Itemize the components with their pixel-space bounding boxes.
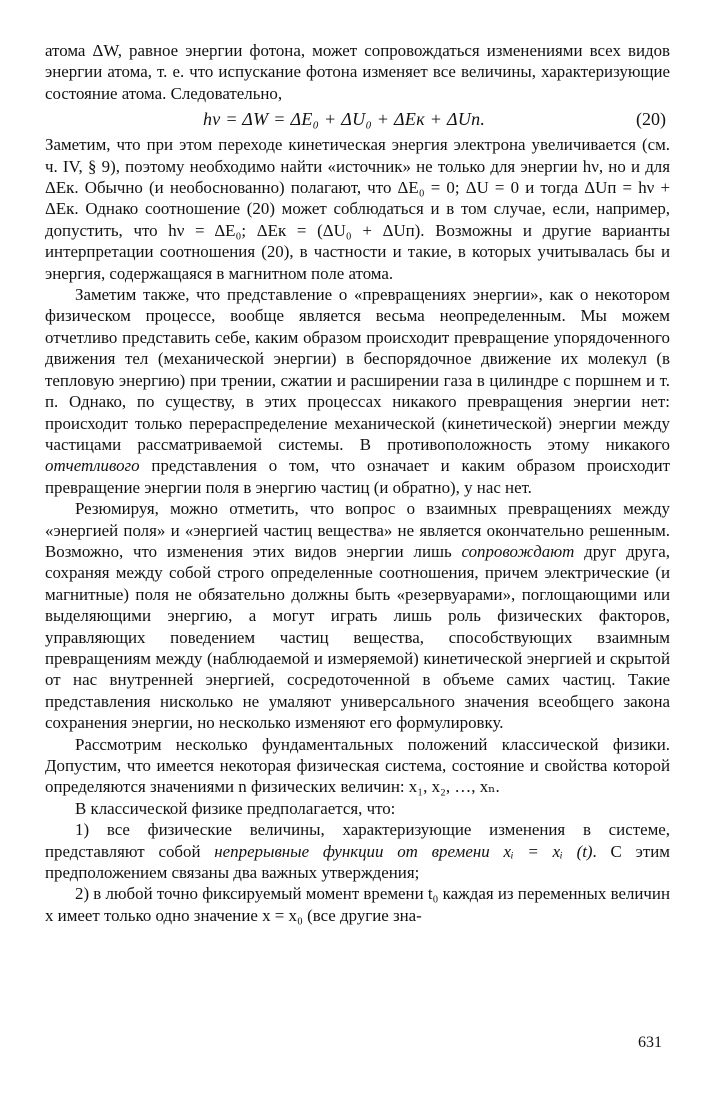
paragraph-text: представления о том, что означает и каким образом происходит превращение энергии поля в энергию частиц (и обратно), у нас нет. <box>45 456 670 497</box>
emphasis-text: непрерывные функции от времени xᵢ = xᵢ (t) <box>214 841 593 861</box>
paragraph-summary <box>45 498 670 733</box>
list-item-2: 2) в любой точно фиксируемый момент времени t₀ каждая из переменных величин x имеет только одно значение x = x₀ (все другие зна- <box>45 884 670 925</box>
paragraph-assumptions-intro: В классической физике предполагается, что: <box>75 798 396 818</box>
paragraph-classical-physics: Рассмотрим несколько фундаментальных положений классической физики. Допустим, что имеется некоторая физическая система, состояние и свойства которой определяются значениями n физических величин: x₁, x₂, …, xₙ. <box>45 734 670 797</box>
list-item-text: 1) все физические величины, характеризующие изменения в системе, представляют собой <box>45 820 670 861</box>
paragraph-kinetic-energy: Заметим, что при этом переходе кинетическая энергия электрона увеличивается (см. ч. IV, § 9), поэтому необходимо найти «источник» не только для энергии hν, но и для ΔEк. Обычно (и необоснованно) полагают, что ΔE₀ = 0; ΔU = 0 и тогда ΔUп = hν + ΔEк. Однако соотношение (20) может соблюдаться и в том случае, если, например, допустить, что hν = ΔE₀; ΔEк = (ΔU₀ + ΔUп). Возможны и другие варианты интерпретации соотношения (20), в частности и такие, в которых учитывалась бы и энергия, содержащаяся в магнитном поле атома. <box>45 135 670 283</box>
list-item-text: . С этим предположением связаны два важных утверждения; <box>45 841 670 883</box>
equation-text: hν = ΔW = ΔE₀ + ΔU₀ + ΔEк + ΔUп. <box>203 109 486 130</box>
paragraph-energy-transformations <box>45 284 670 498</box>
emphasis-text: сопровождают <box>461 541 575 561</box>
emphasis-text: отчетливого <box>45 456 140 476</box>
list-item-1 <box>45 819 670 883</box>
equation-20 <box>45 104 670 134</box>
paragraph-text: друг друга, сохраняя между собой строго определенные соотношения, причем электрические (и магнитные) поля не обязательно должны быть «резервуарами», поглощающими или выделяющими энергию, а могут играть лишь роль физических факторов, управляющих поведением частиц вещества, способствующих взаимным превращениям между (наблюдаемой и измеряемой) кинетической энергией и скрытой от нас внутренней энергией, сосредоточенной в объеме самих частиц. Такие представления нисколько не умаляют универсального значения всеобщего закона сохранения энергии, но несколько изменяют его формулировку. <box>45 541 670 733</box>
page-number: 631 <box>638 1034 662 1051</box>
page-body <box>45 40 670 926</box>
paragraph-intro: атома ΔW, равное энергии фотона, может сопровождаться изменениями всех видов энергии атома, т. е. что испускание фотона изменяет все величины, характеризующие состояние атома. Следовательно, <box>45 41 670 103</box>
paragraph-text: Резюмируя, можно отметить, что вопрос о взаимных превращениях между «энергией поля» и «энергией частиц вещества» не является окончательно решенным. Возможно, что изменения этих видов энергии лишь <box>45 499 670 561</box>
paragraph-text: Заметим также, что представление о «превращениях энергии», как о некотором физическом процессе, вообще является весьма неопределенным. Мы можем отчетливо представить себе, каким образом происходит превращение упорядоченного движения тел (механической энергии) в беспорядочное движение их молекул (в тепловую энергию) при трении, сжатии и расширении газа в цилиндре с поршнем и т. п. Однако, по существу, в этих процессах никакого превращения энергии нет: происходит только перераспределение механической (кинетической) энергии между частицами рассматриваемой системы. В противоположность этому никакого <box>45 285 670 454</box>
equation-number: (20) <box>636 109 666 130</box>
